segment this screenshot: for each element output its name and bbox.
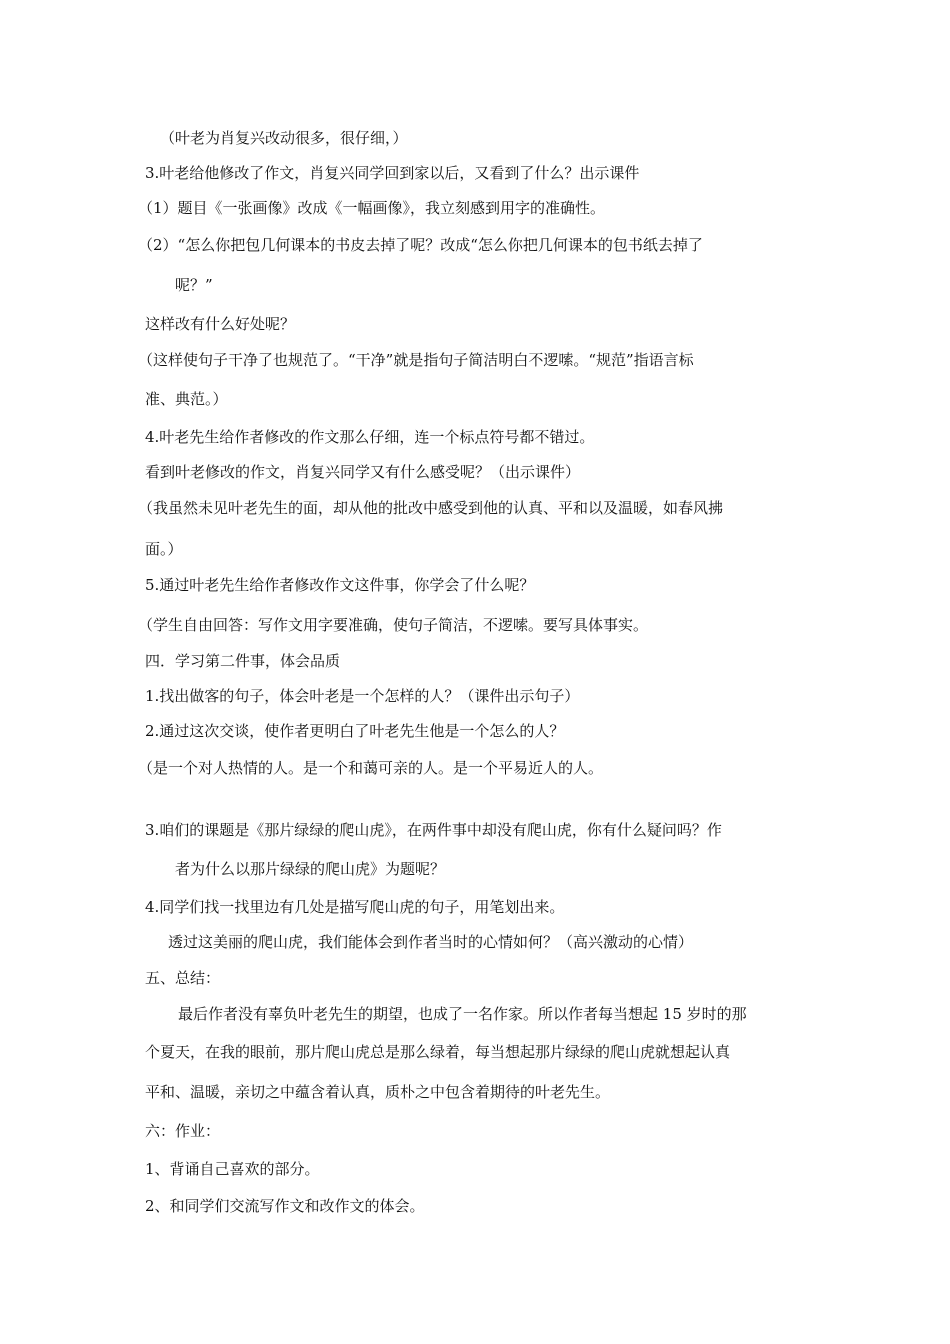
text-line: （2）“怎么你把包几何课本的书皮去掉了呢？改成“怎么你把几何课本的包书纸去掉了 [138,236,703,254]
text-line: 平和、温暖，亲切之中蕴含着认真，质朴之中包含着期待的叶老先生。 [145,1083,611,1101]
text-line: （学生自由回答：写作文用字要准确，使句子简洁，不逻嗦。要写具体事实。 [138,616,649,634]
text-line: 2.通过这次交谈，使作者更明白了叶老先生他是一个怎么的人？ [145,722,565,740]
section-heading: 四．学习第二件事，体会品质 [145,652,341,670]
text-line: 最后作者没有辜负叶老先生的期望，也成了一名作家。所以作者每当想起 15 岁时的那 [178,1005,747,1023]
text-line: 者为什么以那片绿绿的爬山虎》为题呢？ [175,860,446,878]
section-heading: 五、总结： [145,969,221,987]
text-line: 4.同学们找一找里边有几处是描写爬山虎的句子，用笔划出来。 [145,898,565,916]
text-line: 4.叶老先生给作者修改的作文那么仔细，连一个标点符号都不错过。 [145,428,595,446]
text-line: 面。） [145,540,183,558]
section-heading: 六：作业： [145,1122,221,1140]
text-line: 1.找出做客的句子，体会叶老是一个怎样的人？（课件出示句子） [145,687,580,705]
text-line: 透过这美丽的爬山虎，我们能体会到作者当时的心情如何？（高兴激动的心情） [168,933,694,951]
text-line: 看到叶老修改的作文，肖复兴同学又有什么感受呢？（出示课件） [145,463,581,481]
text-line: 2、和同学们交流写作文和改作文的体会。 [145,1197,425,1215]
text-line: 3.叶老给他修改了作文，肖复兴同学回到家以后，又看到了什么？出示课件 [145,164,640,182]
text-line: 准、典范。） [145,390,228,408]
text-line: （1）题目《一张画像》改成《一幅画像》，我立刻感到用字的准确性。 [138,199,606,217]
text-line: （叶老为肖复兴改动很多，很仔细，） [160,129,408,147]
text-line: （是一个对人热情的人。是一个和蔼可亲的人。是一个平易近人的人。 [138,759,604,777]
text-line: （我虽然未见叶老先生的面，却从他的批改中感受到他的认真、平和以及温暖，如春风拂 [138,499,724,517]
text-line: 3.咱们的课题是《那片绿绿的爬山虎》，在两件事中却没有爬山虎，你有什么疑问吗？作 [145,821,722,839]
text-line: 这样改有什么好处呢？ [145,315,296,333]
text-line: 呢？” [175,276,213,294]
text-line: （这样使句子干净了也规范了。“干净”就是指句子简洁明白不逻嗦。“规范”指语言标 [138,351,694,369]
text-line: 1、背诵自己喜欢的部分。 [145,1160,320,1178]
text-line: 5.通过叶老先生给作者修改作文这件事，你学会了什么呢？ [145,576,535,594]
text-line: 个夏天，在我的眼前，那片爬山虎总是那么绿着，每当想起那片绿绿的爬山虎就想起认真 [145,1043,731,1061]
